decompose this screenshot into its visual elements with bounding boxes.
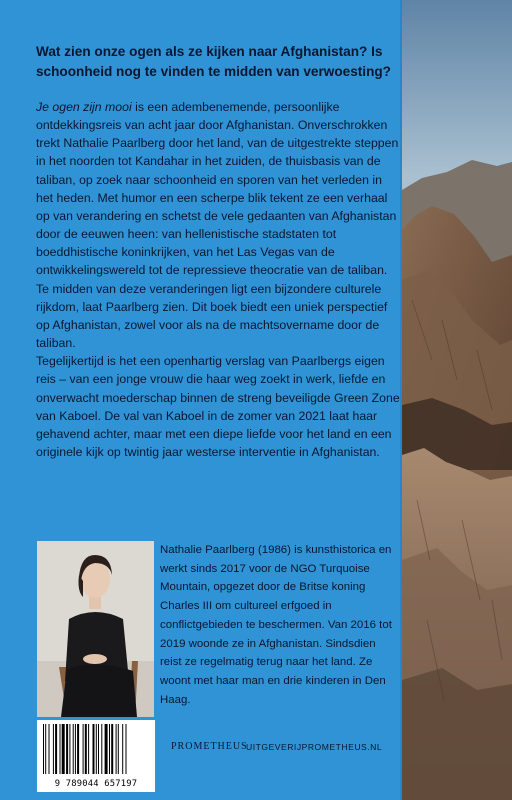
- publisher-logo: PROMETHEUS: [171, 741, 248, 752]
- blurb-paragraph-1-text: is een adembenemende, persoonlijke ontdekkingsreis van acht jaar door Afghanistan. Onverschrokken trekt Nathalie Paarlberg door het land, van de uitgestrekte steppen in het noorden tot Kandahar in het zuiden, de thuisbasis van de taliban, op zoek naar schoonheid en sporen van het verleden in het heden. Met humor en een scherpe blik tekent ze een verhaal op van verandering en schetst de vele gedaanten van Afghanistan door de eeuwen heen: van hellenistische stadstaten tot boeddhistische koninkrijken, van het Las Vegas van de ontwikkelingswereld tot de repressieve theocratie van de taliban. Te midden van deze veranderingen ligt een bijzondere culturele rijkdom, laat Paarlberg zien. Dit boek biedt een uniek perspectief op Afghanistan, zowel voor als na de machtsovername door de taliban.: [36, 100, 399, 351]
- author-bio: Nathalie Paarlberg (1986) is kunsthistorica en werkt sinds 2017 voor de NGO Turquoise Mountain, opgezet door de Britse koning Charles III om cultureel erfgoed in conflictgebieden te beschermen. Van 2016 tot 2019 woonde ze in Afghanistan. Sindsdien reist ze regelmatig terug naar het land. Ze woont met haar man en drie kinderen in Den Haag.: [160, 544, 392, 706]
- lead-question: Wat zien onze ogen als ze kijken naar Afghanistan? Is schoonheid nog te vinden te midden van verwoesting?: [36, 44, 391, 79]
- book-title: Je ogen zijn mooi: [36, 100, 132, 114]
- isbn-digits: 9 789044 657197: [54, 779, 138, 789]
- publisher-url[interactable]: UITGEVERIJPROMETHEUS.NL: [246, 742, 383, 752]
- mountain-landscape-photo: [402, 0, 512, 800]
- blurb-paragraph-1: [36, 98, 400, 352]
- isbn-barcode: [37, 720, 155, 792]
- blurb-paragraph-2: Tegelijkertijd is het een openhartig verslag van Paarlbergs eigen reis – van een jonge vrouw die haar weg zoekt in werk, liefde en onverwacht moederschap binnen de streng beveiligde Green Zone van Kaboel. De val van Kaboel in de zomer van 2021 laat haar gehavend achter, maar met een diepe liefde voor het land en een originele kijk op twintig jaar westerse interventie in Afghanistan.: [36, 354, 400, 459]
- author-portrait: [37, 541, 154, 717]
- blurb: [36, 98, 400, 461]
- barcode-bars: [37, 720, 155, 780]
